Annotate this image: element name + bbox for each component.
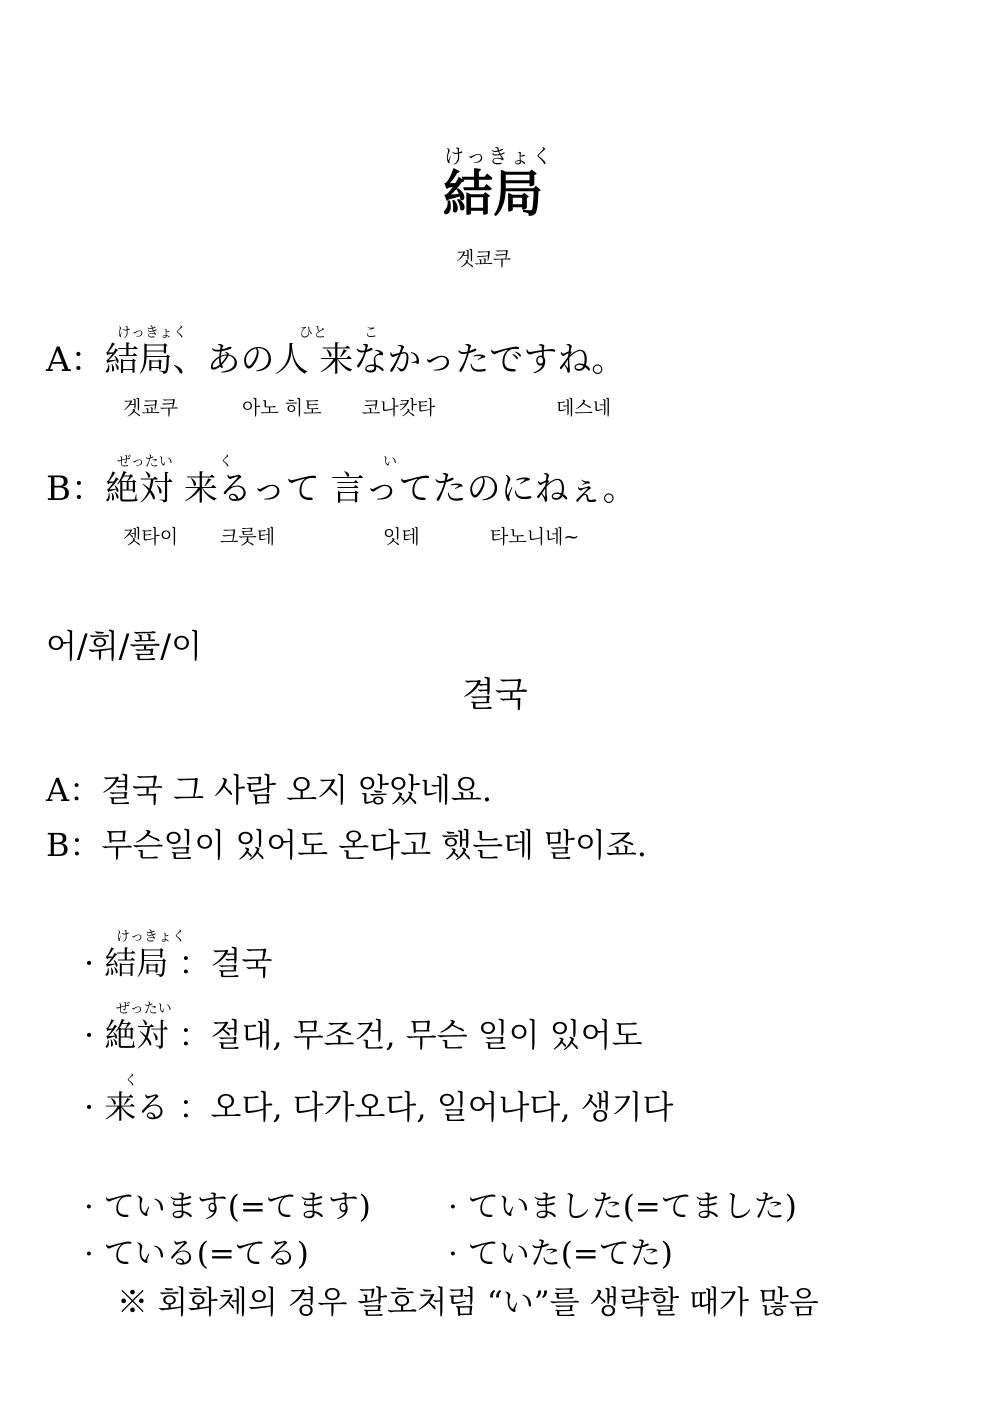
form-text: ています(=てます)	[103, 1189, 371, 1225]
b-reading-3: 잇테	[383, 526, 420, 548]
form-bullet: ·	[84, 1189, 94, 1225]
a-rest1: 、あの	[172, 340, 275, 380]
dialogue-line-b	[46, 469, 637, 509]
vocab-ruby-1: けっきょく	[116, 929, 186, 945]
translation-a: A：결국 그 사람 오지 않았네요.	[46, 771, 493, 809]
vocab-term: 来る	[104, 1088, 169, 1126]
b-word3: 言	[330, 469, 365, 509]
form-item	[84, 1189, 371, 1225]
page-title: 結局	[443, 165, 543, 223]
vocab-word: 결국	[462, 675, 528, 715]
b-word1: 絶対	[105, 469, 173, 509]
speaker-a: A：	[46, 340, 105, 380]
translation-b: B：무슨일이 있어도 온다고 했는데 말이죠.	[46, 826, 647, 864]
vocab-term: 絶対	[104, 1016, 169, 1054]
a-reading-2: 아노 히토	[242, 397, 322, 419]
form-text: ていました(=てました)	[467, 1189, 797, 1225]
b-word3-ruby: い	[383, 454, 397, 470]
vocab-ruby-2: ぜったい	[116, 1001, 172, 1017]
b-word2-ruby: く	[219, 454, 233, 470]
b-rest1: るって	[217, 469, 320, 509]
dialogue-line-a	[46, 340, 625, 380]
vocab-term: 結局	[104, 944, 169, 982]
form-bullet: ·	[84, 1236, 94, 1272]
vocab-item	[84, 1016, 643, 1054]
form-text: ている(=てる)	[103, 1236, 309, 1272]
vocab-meaning: ：절대, 무조건, 무슨 일이 있어도	[178, 1016, 643, 1054]
speaker-b: B：	[46, 469, 105, 509]
a-reading-4: 데스네	[556, 397, 612, 419]
vocab-bullet: ·	[84, 1016, 95, 1054]
title-ruby: けっきょく	[444, 144, 554, 168]
a-reading-3: 코나캇타	[362, 397, 436, 419]
a-word1: 結局	[104, 340, 173, 380]
vocab-heading: 어/휘/풀/이	[46, 627, 202, 665]
b-reading-1: 젯타이	[123, 526, 179, 548]
vocab-ruby-3: く	[124, 1073, 138, 1089]
title-reading: 겟쿄쿠	[456, 248, 512, 270]
a-rest2: なかったですね。	[353, 340, 626, 380]
a-word2-ruby: ひと	[299, 325, 327, 341]
vocab-bullet: ·	[84, 1088, 95, 1126]
a-word3: 来	[319, 340, 354, 380]
note: ※ 회화체의 경우 괄호처럼 “い”를 생략할 때가 많음	[117, 1285, 819, 1321]
a-reading-1: 겟쿄쿠	[123, 397, 179, 419]
b-rest2: ってたのにねぇ。	[364, 469, 637, 509]
vocab-bullet: ·	[84, 944, 95, 982]
vocab-item	[84, 944, 272, 982]
form-text: ていた(=てた)	[467, 1236, 673, 1272]
b-reading-4: 타노니네~	[490, 526, 580, 548]
form-item	[448, 1236, 673, 1272]
b-reading-2: 크룻테	[220, 526, 276, 548]
vocab-meaning: ：오다, 다가오다, 일어나다, 생기다	[178, 1088, 674, 1126]
form-bullet: ·	[448, 1236, 458, 1272]
a-word3-ruby: こ	[364, 325, 378, 341]
vocab-meaning: ：결국	[178, 944, 273, 982]
form-bullet: ·	[448, 1189, 458, 1225]
form-item	[448, 1189, 797, 1225]
b-word1-ruby: ぜったい	[117, 454, 173, 470]
form-item	[84, 1236, 309, 1272]
vocab-item	[84, 1088, 673, 1126]
b-word2: 来	[183, 469, 218, 509]
a-word2: 人	[274, 340, 309, 380]
a-word1-ruby: けっきょく	[117, 325, 187, 341]
